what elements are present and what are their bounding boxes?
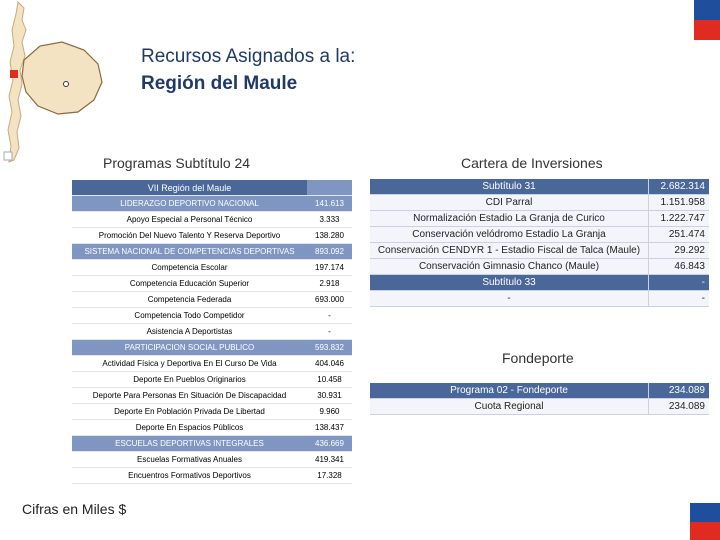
program-amount: 893.092 bbox=[307, 244, 352, 260]
flag-decoration-bottom bbox=[690, 503, 720, 540]
program-amount: 30.931 bbox=[307, 388, 352, 404]
program-row bbox=[72, 228, 352, 244]
program-name: Competencia Todo Competidor bbox=[72, 308, 307, 324]
investment-row bbox=[370, 243, 709, 259]
subtitle33-label: Subtítulo 33 bbox=[370, 275, 649, 291]
program-amount: 436.669 bbox=[307, 436, 352, 452]
program-amount: 197.174 bbox=[307, 260, 352, 276]
program-name: Competencia Escolar bbox=[72, 260, 307, 276]
program-amount: 9.960 bbox=[307, 404, 352, 420]
investments-table bbox=[370, 179, 709, 307]
page-title-line1: Recursos Asignados a la: bbox=[141, 46, 356, 67]
investment-amount: 1.151.958 bbox=[649, 195, 710, 211]
program-category-row bbox=[72, 340, 352, 356]
program-row bbox=[72, 420, 352, 436]
investment-name: Conservación velódromo Estadio La Granja bbox=[370, 227, 649, 243]
program-amount: 593.832 bbox=[307, 340, 352, 356]
fondeporte-row-value: 234.089 bbox=[649, 399, 710, 415]
program-amount: 404.046 bbox=[307, 356, 352, 372]
program-amount: - bbox=[307, 308, 352, 324]
investment-name: CDI Parral bbox=[370, 195, 649, 211]
programs-table bbox=[72, 180, 352, 484]
program-row bbox=[72, 356, 352, 372]
investment-name: Conservación Gimnasio Chanco (Maule) bbox=[370, 259, 649, 275]
program-name: Encuentros Formativos Deportivos bbox=[72, 468, 307, 484]
program-name: Actividad Física y Deportiva En El Curso De Vida bbox=[72, 356, 307, 372]
program-amount: 17.328 bbox=[307, 468, 352, 484]
program-row bbox=[72, 404, 352, 420]
investment-amount: 1.222.747 bbox=[649, 211, 710, 227]
program-row bbox=[72, 324, 352, 340]
program-name: LIDERAZGO DEPORTIVO NACIONAL bbox=[72, 196, 307, 212]
program-name: Deporte Para Personas En Situación De Discapacidad bbox=[72, 388, 307, 404]
program-name: Competencia Educación Superior bbox=[72, 276, 307, 292]
program-name: Deporte En Pueblos Originarios bbox=[72, 372, 307, 388]
program-row bbox=[72, 292, 352, 308]
subtitle33-row-label: - bbox=[370, 291, 649, 307]
program-row bbox=[72, 276, 352, 292]
subtitle31-label: Subtítulo 31 bbox=[370, 179, 649, 195]
subtitle33-header bbox=[370, 275, 709, 291]
program-amount: 419.341 bbox=[307, 452, 352, 468]
program-category-row bbox=[72, 196, 352, 212]
investment-row bbox=[370, 259, 709, 275]
program-row bbox=[72, 372, 352, 388]
investment-row bbox=[370, 195, 709, 211]
page-title-line2: Región del Maule bbox=[141, 73, 298, 94]
investment-amount: 251.474 bbox=[649, 227, 710, 243]
investment-name: Normalización Estadio La Granja de Curico bbox=[370, 211, 649, 227]
program-name: Competencia Federada bbox=[72, 292, 307, 308]
subtitle33-row bbox=[370, 291, 709, 307]
investments-heading: Cartera de Inversiones bbox=[461, 155, 603, 171]
program-amount: 138.280 bbox=[307, 228, 352, 244]
flag-decoration-top bbox=[694, 0, 720, 40]
program-name: PARTICIPACION SOCIAL PUBLICO bbox=[72, 340, 307, 356]
program-name: Asistencia A Deportistas bbox=[72, 324, 307, 340]
program-name: Deporte En Población Privada De Libertad bbox=[72, 404, 307, 420]
subtitle31-value: 2.682.314 bbox=[649, 179, 710, 195]
program-name: Deporte En Espacios Públicos bbox=[72, 420, 307, 436]
program-row bbox=[72, 212, 352, 228]
program-name: Escuelas Formativas Anuales bbox=[72, 452, 307, 468]
program-amount: 10.458 bbox=[307, 372, 352, 388]
programs-table-header bbox=[72, 180, 352, 196]
investments-header bbox=[370, 179, 709, 195]
fondeporte-row-label: Cuota Regional bbox=[370, 399, 649, 415]
program-amount: 138.437 bbox=[307, 420, 352, 436]
subtitle33-value: - bbox=[649, 275, 710, 291]
fondeporte-row bbox=[370, 399, 709, 415]
program-amount: 3.333 bbox=[307, 212, 352, 228]
region-label: VII Región del Maule bbox=[72, 180, 307, 196]
program-row bbox=[72, 388, 352, 404]
program-amount: - bbox=[307, 324, 352, 340]
fondeporte-heading: Fondeporte bbox=[502, 350, 574, 366]
investment-name: Conservación CENDYR 1 - Estadio Fiscal de Talca (Maule) bbox=[370, 243, 649, 259]
program-name: SISTEMA NACIONAL DE COMPETENCIAS DEPORTIVAS bbox=[72, 244, 307, 260]
program-name: Promoción Del Nuevo Talento Y Reserva Deportivo bbox=[72, 228, 307, 244]
program-row bbox=[72, 468, 352, 484]
fondeporte-table bbox=[370, 383, 709, 415]
program-row bbox=[72, 260, 352, 276]
investment-row bbox=[370, 227, 709, 243]
header-value-cell bbox=[307, 180, 352, 196]
program-amount: 693.000 bbox=[307, 292, 352, 308]
subtitle33-row-value: - bbox=[649, 291, 710, 307]
programs-heading: Programas Subtítulo 24 bbox=[103, 155, 251, 171]
program-row bbox=[72, 452, 352, 468]
program-name: ESCUELAS DEPORTIVAS INTEGRALES bbox=[72, 436, 307, 452]
program-amount: 2.918 bbox=[307, 276, 352, 292]
program-row bbox=[72, 308, 352, 324]
program-name: Apoyo Especial a Personal Técnico bbox=[72, 212, 307, 228]
units-note: Cifras en Miles $ bbox=[22, 501, 127, 517]
investment-amount: 29.292 bbox=[649, 243, 710, 259]
program-amount: 141.613 bbox=[307, 196, 352, 212]
fondeporte-header bbox=[370, 383, 709, 399]
investment-row bbox=[370, 211, 709, 227]
fondeporte-program-label: Programa 02 - Fondeporte bbox=[370, 383, 649, 399]
program-category-row bbox=[72, 244, 352, 260]
program-category-row bbox=[72, 436, 352, 452]
investment-amount: 46.843 bbox=[649, 259, 710, 275]
region-map bbox=[0, 0, 120, 165]
fondeporte-program-value: 234.089 bbox=[649, 383, 710, 399]
